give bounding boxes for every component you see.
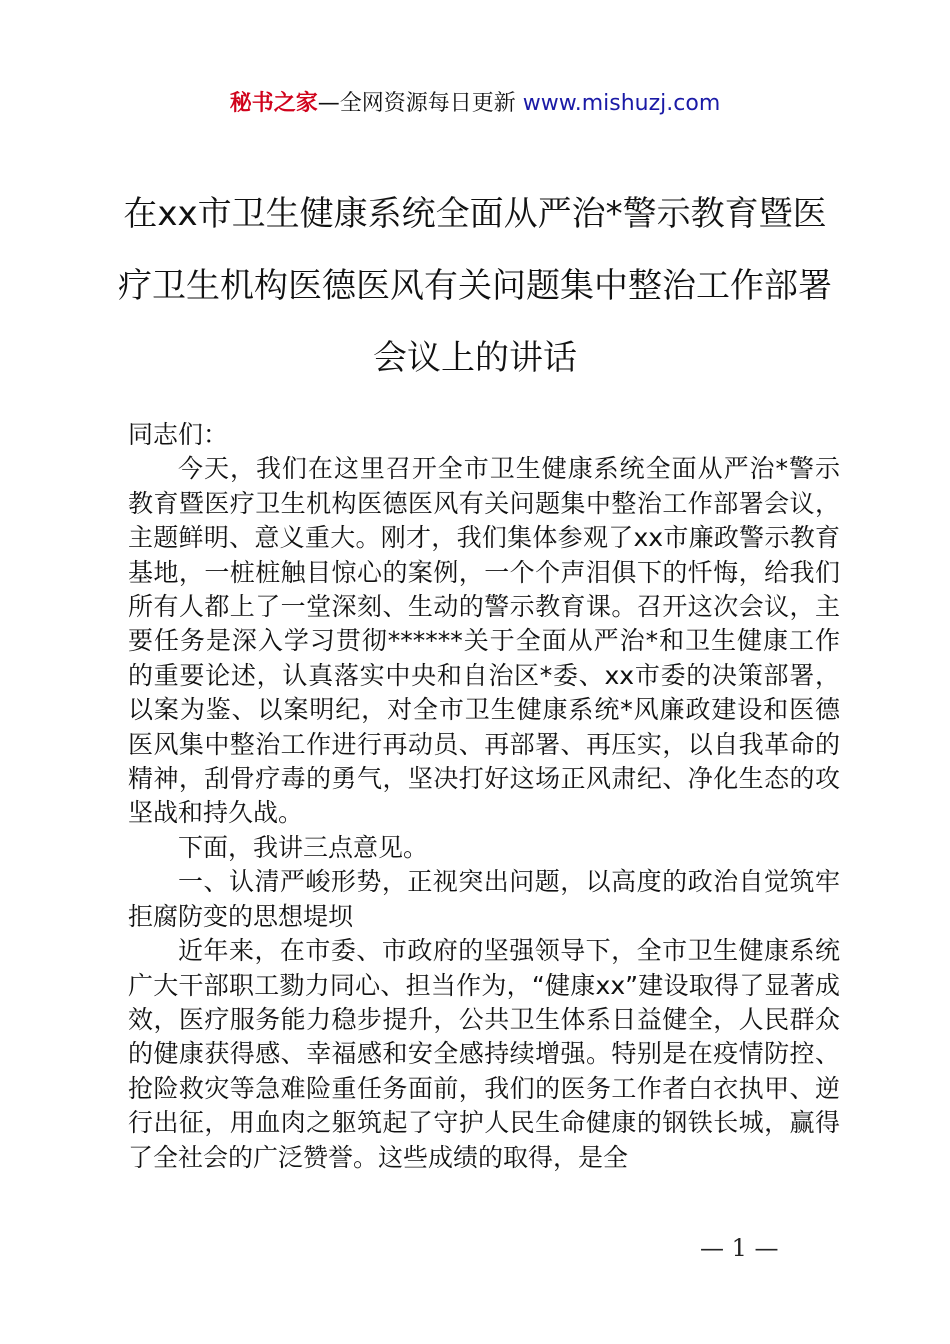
- site-brand: 秘书之家: [229, 91, 318, 116]
- section-heading: 一、认清严峻形势，正视突出问题，以高度的政治自觉筑牢拒腐防变的思想堤坝: [128, 867, 840, 931]
- salutation: 同志们：: [128, 420, 229, 449]
- page-number: — 1 —: [700, 1234, 779, 1262]
- document-body: [128, 418, 840, 1175]
- site-header: [0, 88, 950, 120]
- document-title: 在xx市卫生健康系统全面从严治*警示教育暨医疗卫生机构医德医风有关问题集中整治工作部署会议上的讲话: [118, 194, 832, 378]
- site-url-link[interactable]: www.mishuzj.com: [522, 91, 721, 116]
- site-slogan: —全网资源每日更新: [317, 91, 523, 116]
- paragraph: 近年来，在市委、市政府的坚强领导下，全市卫生健康系统广大干部职工勠力同心、担当作为，“健康xx”建设取得了显著成效，医疗服务能力稳步提升，公共卫生体系日益健全，人民群众的健康获得感、幸福感和安全感持续增强。特别是在疫情防控、抢险救灾等急难险重任务面前，我们的医务工作者白衣执甲、逆行出征，用血肉之躯筑起了守护人民生命健康的钢铁长城，赢得了全社会的广泛赞誉。这些成绩的取得，是全: [128, 936, 840, 1172]
- paragraph: 今天，我们在这里召开全市卫生健康系统全面从严治*警示教育暨医疗卫生机构医德医风有关问题集中整治工作部署会议，主题鲜明、意义重大。刚才，我们集体参观了xx市廉政警示教育基地，一桩桩触目惊心的案例，一个个声泪俱下的忏悔，给我们所有人都上了一堂深刻、生动的警示教育课。召开这次会议，主要任务是深入学习贯彻******关于全面从严治*和卫生健康工作的重要论述，认真落实中央和自治区*委、xx市委的决策部署，以案为鉴、以案明纪，对全市卫生健康系统*风廉政建设和医德医风集中整治工作进行再动员、再部署、再压实，以自我革命的精神，刮骨疗毒的勇气，坚决打好这场正风肃纪、净化生态的攻坚战和持久战。: [128, 454, 840, 828]
- paragraph: 下面，我讲三点意见。: [178, 832, 429, 862]
